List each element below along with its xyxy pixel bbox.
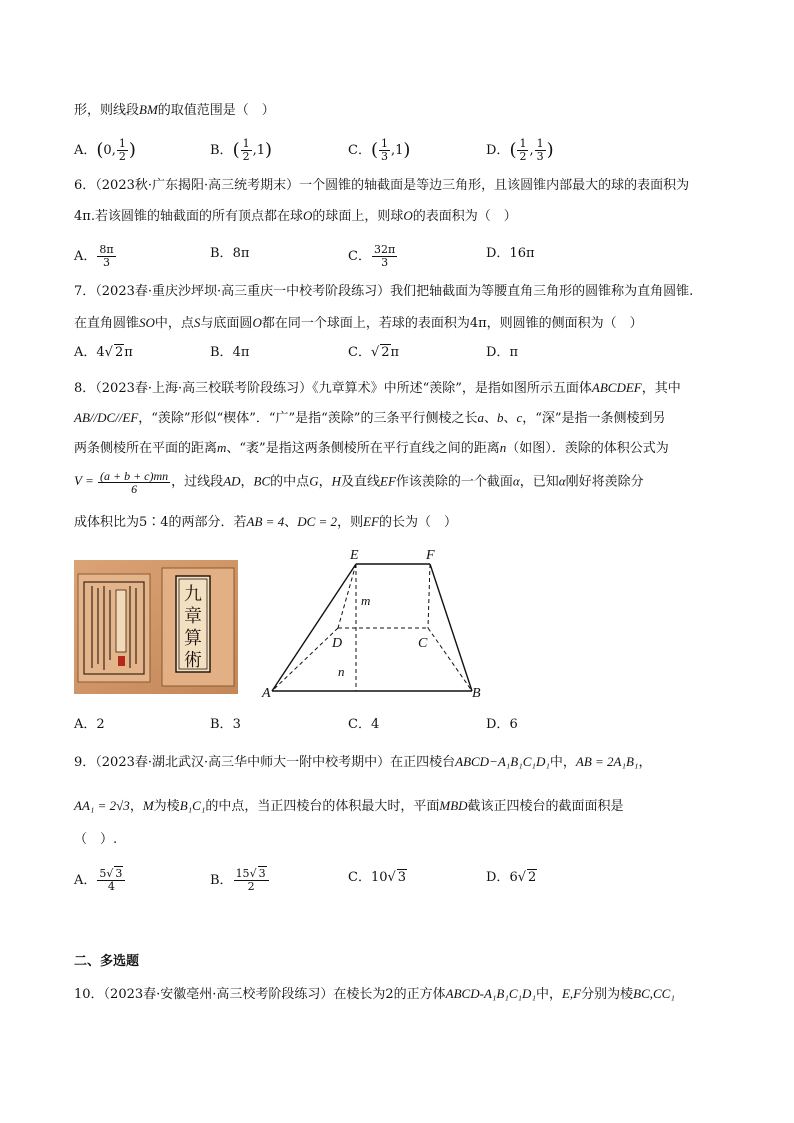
q5-option-a[interactable]: A．(0, $\frac{1}{2}$ )	[74, 137, 136, 163]
label-f: F	[426, 548, 435, 563]
q7-option-b[interactable]: B．4π	[210, 345, 250, 360]
q8-stem-line1: 8．（2023春·上海·高三校联考阶段练习）《九章算术》中所述“羡除”，是指如图所示五面体ABCDEF，其中	[74, 380, 681, 396]
q8-option-a[interactable]: A．2	[74, 717, 105, 732]
q8-option-c[interactable]: C．4	[348, 717, 380, 732]
book-title-char-4: 術	[184, 650, 202, 671]
book-title-char-3: 算	[184, 628, 202, 649]
volume-formula: V = $\frac{(a + b + c)mn}{6}$	[74, 469, 169, 496]
q9-option-b[interactable]: B． $\frac{15√ 3}{2}$	[210, 868, 270, 893]
q5-stem-tail: 形，则线段BM的取值范围是（ ）	[74, 102, 275, 118]
q8-stem-line4: V = $\frac{(a + b + c)mn}{6}$ ，过线段AD，BC的中点G，H及直线EF作该羡除的一个截面α，已知α刚好将羡除分	[74, 469, 644, 496]
q9-stem-line2: AA₁ = 2√3，M为棱B₁C₁的中点，当正四棱台的体积最大时，平面MBD截该正四棱台的截面面积是	[74, 798, 624, 814]
q9-option-a[interactable]: A． $\frac{5√ 3}{4}$	[74, 868, 126, 893]
book-title-char-2: 章	[184, 606, 202, 627]
q8-option-d[interactable]: D．6	[486, 717, 518, 732]
label-m: m	[361, 593, 371, 608]
q7-option-d[interactable]: D．π	[486, 345, 518, 360]
xianchu-diagram-svg	[260, 546, 500, 706]
q8-stem-line2: AB//DC//EF，“羡除”形似“楔体”．“广”是指“羡除”的三条平行侧棱之长a、b、c，“深”是指一条侧棱到另	[74, 410, 666, 426]
q9-stem-line1: 9．（2023春·湖北武汉·高三华中师大一附中校考期中）在正四棱台ABCD−A₁B₁C₁D₁中，AB = 2A₁B₁，	[74, 754, 652, 770]
q8-stem-line3: 两条侧棱所在平面的距离m、“袤”是指这两条侧棱所在平行直线之间的距离n（如图）．羡除的体积公式为	[74, 440, 669, 456]
q6-option-c[interactable]: C． $\frac{32\pi}{3}$	[348, 243, 396, 269]
q8-stem-line5: 成体积比为5∶4的两部分．若AB = 4、DC = 2，则EF的长为（ ）	[74, 514, 457, 530]
q8-option-b[interactable]: B．3	[210, 717, 241, 732]
label-a: A	[262, 686, 271, 701]
q7-option-c[interactable]: C．√ 2π	[348, 345, 400, 360]
book-photo	[74, 560, 238, 694]
xianchu-diagram	[260, 546, 500, 710]
q9-option-c[interactable]: C．10√ 3	[348, 870, 407, 885]
q6-stem-line1: 6．（2023秋·广东揭阳·高三统考期末）一个圆锥的轴截面是等边三角形，且该圆锥内部最大的球的表面积为	[74, 178, 690, 193]
q6-stem-line2: 4π.若该圆锥的轴截面的所有顶点都在球O的球面上，则球O的表面积为（ ）	[74, 208, 517, 224]
label-c: C	[418, 636, 428, 651]
q6-option-d[interactable]: D．16π	[486, 246, 535, 261]
q9-stem-line3: （ ）.	[74, 832, 118, 847]
q9-option-d[interactable]: D．6√ 2	[486, 870, 537, 885]
q7-stem-line2: 在直角圆锥SO中，点S与底面圆O都在同一个球面上，若球的表面积为4π，则圆锥的侧面积为（ ）	[74, 315, 643, 331]
label-n: n	[338, 664, 345, 679]
q5-option-b[interactable]: B．( $\frac{1}{2}$ ,1)	[210, 137, 273, 163]
label-d: D	[332, 636, 343, 651]
q10-stem-line1: 10．（2023春·安徽亳州·高三校考阶段练习）在棱长为2的正方体ABCD-A₁B₁C₁D₁中，E,F分别为棱BC,CC₁	[74, 986, 675, 1002]
label-e: E	[350, 548, 359, 563]
book-photo-image	[74, 560, 238, 694]
section-title-multi-choice: 二、多选题	[74, 954, 140, 969]
q5-option-d[interactable]: D．( $\frac{1}{2}$ , $\frac{1}{3}$ )	[486, 137, 554, 163]
label-b: B	[472, 686, 481, 701]
q7-stem-line1: 7．（2023春·重庆沙坪坝·高三重庆一中校考阶段练习）我们把轴截面为等腰直角三角形的圆锥称为直角圆锥.	[74, 284, 694, 299]
q6-option-b[interactable]: B．8π	[210, 246, 250, 261]
book-title-char-1: 九	[184, 584, 202, 605]
q5-option-c[interactable]: C．( $\frac{1}{3}$ ,1)	[348, 137, 411, 163]
q6-option-a[interactable]: A． $\frac{8\pi}{3}$	[74, 243, 114, 269]
q7-option-a[interactable]: A．4√ 2π	[74, 345, 133, 360]
